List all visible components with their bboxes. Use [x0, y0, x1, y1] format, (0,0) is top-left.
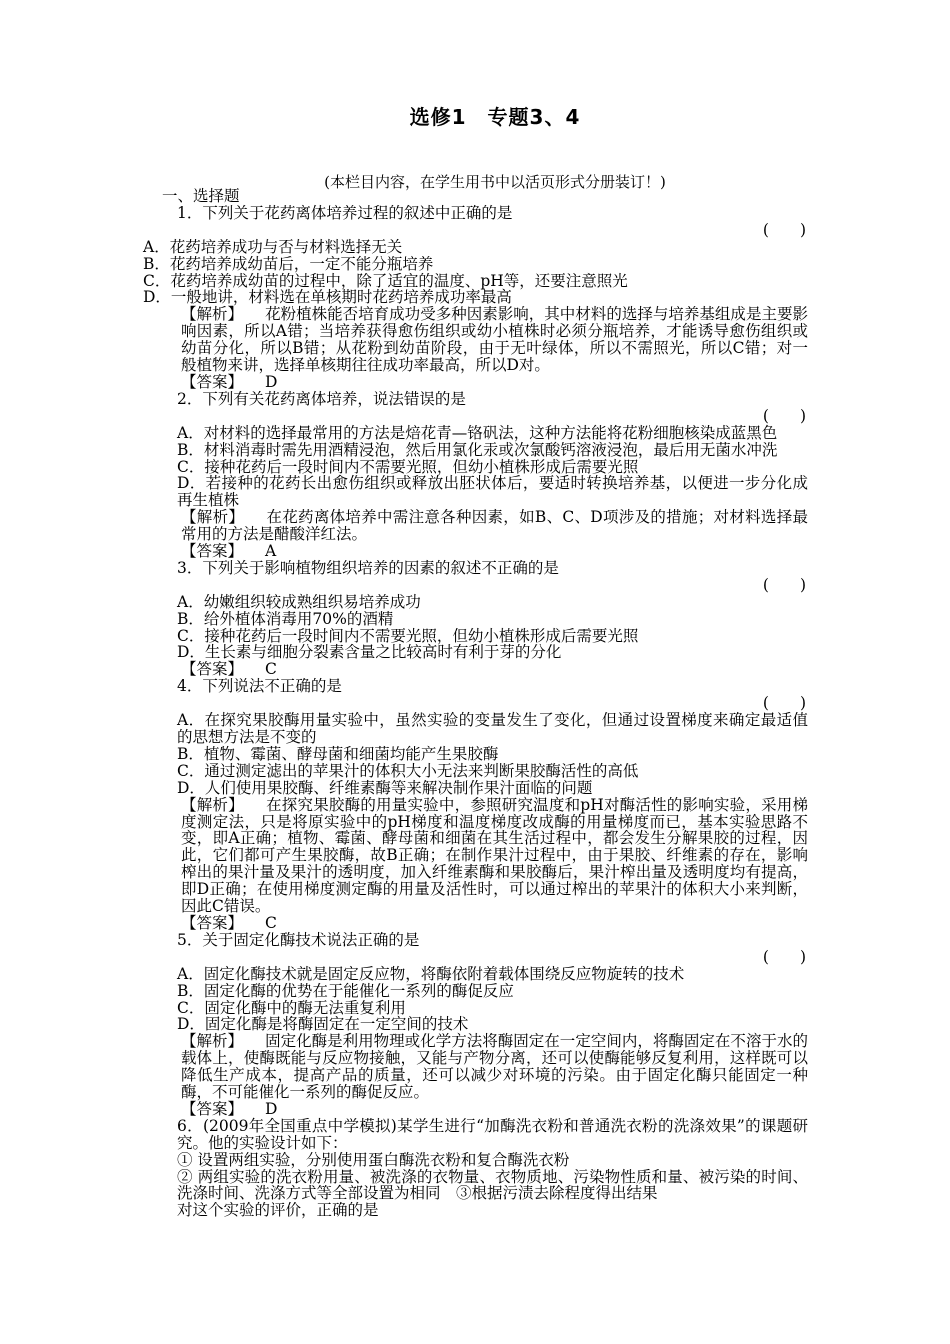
analysis-text: 在花药离体培养中需注意各种因素，如B、C、D项涉及的措施；对材料选择最常用的方法是醋酸洋红法。: [181, 508, 808, 544]
q5-answer-bracket: ( ): [762, 947, 806, 966]
section-heading: 一、选择题: [162, 187, 240, 205]
q2-answer: [143, 543, 808, 560]
q1-analysis: [143, 306, 808, 374]
answer-value: D: [265, 1099, 278, 1118]
q2-answer-bracket: ( ): [762, 406, 806, 425]
q4-option-d: D．人们使用果胶酶、纤维素酶等来解决制作果汁面临的问题: [177, 778, 593, 797]
q5-option-d: D．固定化酶是将酶固定在一定空间的技术: [177, 1015, 469, 1034]
q1-answer-bracket: ( ): [762, 220, 806, 239]
q1-option-d: D．一般地讲，材料选在单核期时花药培养成功率最高: [143, 288, 512, 307]
q2-option-a: A．对材料的选择最常用的方法是焙花青—铬矾法，这种方法能将花粉细胞核染成蓝黑色: [177, 423, 778, 442]
q3-option-b: B．给外植体消毒用70%的酒精: [177, 609, 394, 628]
answer-label: 【答案】: [181, 913, 244, 932]
page-title: 选修1 专题3、4: [409, 105, 581, 129]
q2-option-d: D．若接种的花药长出愈伤组织或释放出胚状体后，要适时转换培养基，以便进一步分化成再生植株: [177, 474, 808, 510]
analysis-label: 【解析】: [181, 305, 244, 324]
document-body: [143, 188, 808, 1219]
q1-option-b: B．花药培养成幼苗后，一定不能分瓶培养: [143, 254, 434, 273]
answer-value: C: [265, 660, 277, 679]
q1-option-a: A．花药培养成功与否与材料选择无关: [143, 237, 403, 256]
q4-answer-bracket: ( ): [762, 694, 806, 713]
q5-analysis: [143, 1033, 808, 1101]
analysis-label: 【解析】: [181, 795, 244, 814]
analysis-text: 花粉植株能否培育成功受多种因素影响，其中材料的选择与培养基组成是主要影响因素，所以A错；当培养获得愈伤组织或幼小植株时必须分瓶培养，才能诱导愈伤组织或幼苗分化，所以B错；从花粉到幼苗阶段，由于无叶绿体，所以不需照光，所以C错；对一般植物来讲，选择单核期往往成功率最高，所以D对。: [181, 305, 808, 375]
answer-label: 【答案】: [181, 1099, 244, 1118]
q4-option-c: C．通过测定滤出的苹果汁的体积大小无法来判断果胶酶活性的高低: [177, 761, 639, 780]
q5-stem: 5．关于固定化酶技术说法正确的是: [177, 930, 420, 949]
answer-value: C: [265, 913, 277, 932]
q4-option-a: A．在探究果胶酶用量实验中，虽然实验的变量发生了变化，但通过设置梯度来确定最适值的思想方法是不变的: [177, 711, 808, 746]
answer-value: D: [265, 372, 278, 391]
q5-option-c: C．固定化酶中的酶无法重复利用: [177, 998, 406, 1017]
q4-option-b: B．植物、霉菌、酵母菌和细菌均能产生果胶酶: [177, 744, 499, 763]
binding-note: (本栏目内容，在学生用书中以活页形式分册装订！): [324, 173, 666, 191]
q2-option-b: B．材料消毒时需先用酒精浸泡，然后用氯化汞或次氯酸钙溶液浸泡，最后用无菌水冲洗: [177, 440, 778, 459]
q5-option-b: B．固定化酶的优势在于能催化一系列的酶促反应: [177, 981, 514, 1000]
q5-option-a: A．固定化酶技术就是固定反应物，将酶依附着载体围绕反应物旋转的技术: [177, 964, 685, 983]
q3-option-c: C．接种花药后一段时间内不需要光照，但幼小植株形成后需要光照: [177, 626, 639, 645]
q3-answer: [143, 661, 808, 678]
q3-answer-bracket: ( ): [762, 575, 806, 594]
answer-value: A: [265, 542, 277, 561]
q1-stem: 1．下列关于花药离体培养过程的叙述中正确的是: [177, 203, 513, 222]
q1-answer: [143, 374, 808, 391]
q1-option-c: C．花药培养成幼苗的过程中，除了适宜的温度、pH等，还要注意照光: [143, 271, 628, 290]
q2-analysis: [143, 509, 808, 543]
q6-step-2: ② 两组实验的洗衣粉用量、被洗涤的衣物量、衣物质地、污染物性质和量、被污染的时间、洗涤时间、洗涤方式等全部设置为相同 ③根据污渍去除程度得出结果: [177, 1167, 808, 1203]
answer-label: 【答案】: [181, 372, 244, 391]
q3-option-d: D．生长素与细胞分裂素含量之比较高时有利于芽的分化: [177, 643, 562, 662]
analysis-label: 【解析】: [181, 508, 245, 527]
q6-tail: 对这个实验的评价，正确的是: [177, 1201, 379, 1220]
analysis-text: 在探究果胶酶的用量实验中，参照研究温度和pH对酶活性的影响实验，采用梯度测定法，只是将原实验中的pH梯度和温度梯度改成酶的用量梯度而已，基本实验思路不变，即A正确；植物、霉菌、酵母菌和细菌在其生活过程中，都会发生分解果胶的过程，因此，它们都可产生果胶酶，故B正确；在制作果汁过程中，由于果胶、纤维素的存在，影响榨出的果汁量及果汁的透明度，加入纤维素酶和果胶酶后，果汁榨出量及透明度均有提高，即D正确；在使用梯度测定酶的用量及活性时，可以通过榨出的苹果汁的体积大小来判断，因此C错误。: [181, 795, 808, 916]
q6-step-1: ① 设置两组实验，分别使用蛋白酶洗衣粉和复合酶洗衣粉: [177, 1150, 570, 1169]
analysis-label: 【解析】: [181, 1032, 244, 1051]
q6-stem: 6．(2009年全国重点中学模拟)某学生进行“加酶洗衣粉和普通洗衣粉的洗涤效果”的课题研究。他的实验设计如下：: [177, 1116, 808, 1152]
q2-option-c: C．接种花药后一段时间内不需要光照，但幼小植株形成后需要光照: [177, 457, 639, 476]
q2-stem: 2．下列有关花药离体培养，说法错误的是: [177, 389, 466, 408]
q4-answer: [143, 915, 808, 932]
q4-analysis: [143, 797, 808, 915]
answer-label: 【答案】: [181, 542, 244, 561]
analysis-text: 固定化酶是利用物理或化学方法将酶固定在一定空间内，将酶固定在不溶于水的载体上，使酶既能与反应物接触，又能与产物分离，还可以使酶能够反复利用，这样既可以降低生产成本，提高产品的质量，还可以减少对环境的污染。由于固定化酶只能固定一种酶，不可能催化一系列的酶促反应。: [181, 1032, 808, 1102]
q3-stem: 3．下列关于影响植物组织培养的因素的叙述不正确的是: [177, 558, 559, 577]
q5-answer: [143, 1101, 808, 1118]
q4-stem: 4．下列说法不正确的是: [177, 677, 342, 696]
answer-label: 【答案】: [181, 660, 244, 679]
q3-option-a: A．幼嫩组织较成熟组织易培养成功: [177, 592, 421, 611]
